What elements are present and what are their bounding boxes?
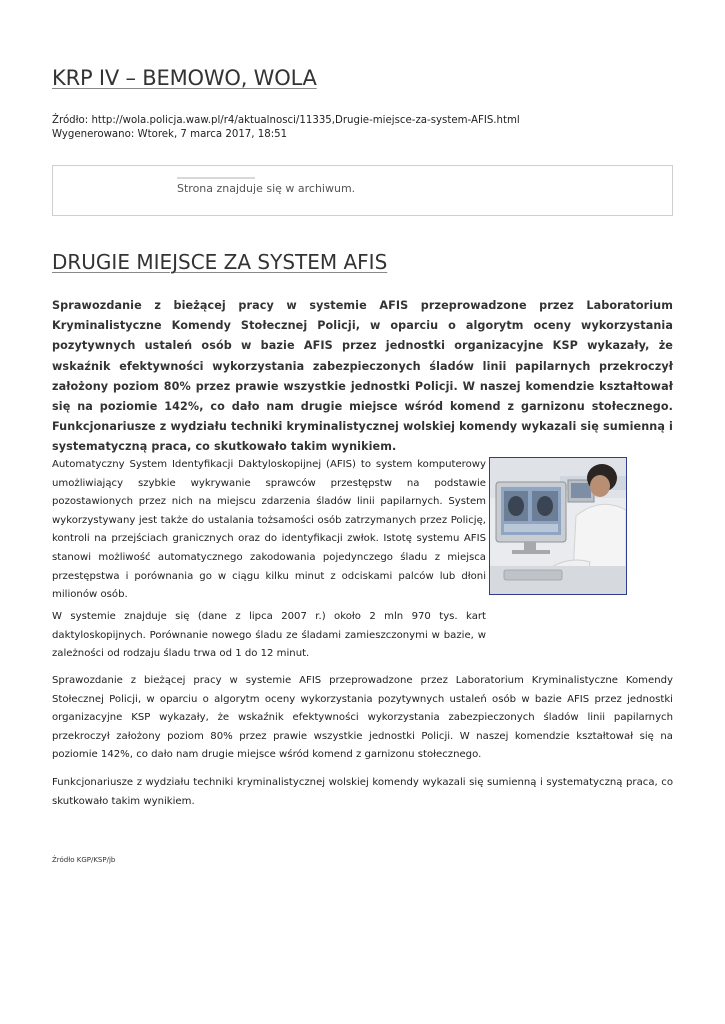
archive-divider bbox=[177, 177, 255, 179]
article-title: DRUGIE MIEJSCE ZA SYSTEM AFIS bbox=[52, 250, 388, 274]
document-meta bbox=[52, 114, 520, 142]
article-paragraph-officers: Funkcjonariusze z wydziału techniki kryminalistycznej wolskiej komendy wykazali się sumienną i systematyczną praca, co skutkowało takim wynikiem. bbox=[52, 777, 673, 807]
article-paragraph-afis-description: Automatyczny System Identyfikacji Daktyloskopijnej (AFIS) to system komputerowy umożliwiający szybkie wykrywanie sprawców przestępstw na podstawie pozostawionych przez nich na miejscu zdarzenia śladów linii papilarnych. System wykorzystywany jest także do ustalania tożsamości osób zatrzymanych przez Policję, kontroli na przejściach granicznych oraz do identyfikacji zwłok. Istotę systemu AFIS stanowi możliwość automatycznego zakodowania pojedynczego śladu z miejsca przestępstwa i porównania go w ciągu kilku minut z odciskami palców lub dłoni milionów osób. bbox=[52, 459, 486, 601]
article-source-note: Źródło KGP/KSP/jb bbox=[52, 856, 116, 864]
article-paragraph-report: Sprawozdanie z bieżącej pracy w systemie AFIS przeprowadzone przez Laboratorium Kryminalistyczne Komendy Stołecznej Policji, w oparciu o algorytm oceny wykorzystania pozytywnych ustaleń osób w bazie AFIS przez jednostki organizacyjne KSP wykazały, że wskaźnik efektywności wykorzystania zabezpieczonych śladów linii papilarnych przekroczył założony poziom 80% przez prawie wszystkie jednostki Policji. W naszej komendzie kształtował się na poziomie 142%, co dało nam drugie miejsce wśród komend z garnizonu stołecznego. bbox=[52, 675, 673, 761]
generated-date-line: Wygenerowano: Wtorek, 7 marca 2017, 18:51 bbox=[52, 129, 288, 140]
article-lead: Sprawozdanie z bieżącej pracy w systemie AFIS przeprowadzone przez Laboratorium Kryminalistyczne Komendy Stołecznej Policji, w oparciu o algorytm oceny wykorzystania pozytywnych ustaleń osób w bazie AFIS przez jednostki organizacyjne KSP wykazały, że wskaźnik efektywności wykorzystania zabezpieczonych śladów linii papilarnych przekroczył założony poziom 80% przez prawie wszystkie jednostki Policji. W naszej komendzie kształtował się na poziomie 142%, co dało nam drugie miejsce wśród komend z garnizonu stołecznego. Funkcjonariusze z wydziału techniki kryminalistycznej wolskiej komendy wykazali się sumienną i systematyczną praca, co skutkowało takim wynikiem. bbox=[52, 299, 673, 454]
archive-notice-text: Strona znajduje się w archiwum. bbox=[177, 182, 356, 195]
site-title: KRP IV – BEMOWO, WOLA bbox=[52, 66, 317, 90]
article-paragraph-database-size: W systemie znajduje się (dane z lipca 2007 r.) około 2 mln 970 tys. kart daktyloskopijnych. Porównanie nowego śladu ze śladami zamieszczonymi w bazie, w zależności od rodzaju śladu trwa od 1 do 12 minut. bbox=[52, 611, 486, 660]
archive-notice-box bbox=[52, 165, 673, 216]
source-url-line: Źródło: http://wola.policja.waw.pl/r4/aktualnosci/11335,Drugie-miejsce-za-system-AFIS.html bbox=[52, 115, 520, 126]
afis-workstation-illustration bbox=[490, 458, 626, 594]
afis-workstation-photo bbox=[489, 457, 627, 595]
